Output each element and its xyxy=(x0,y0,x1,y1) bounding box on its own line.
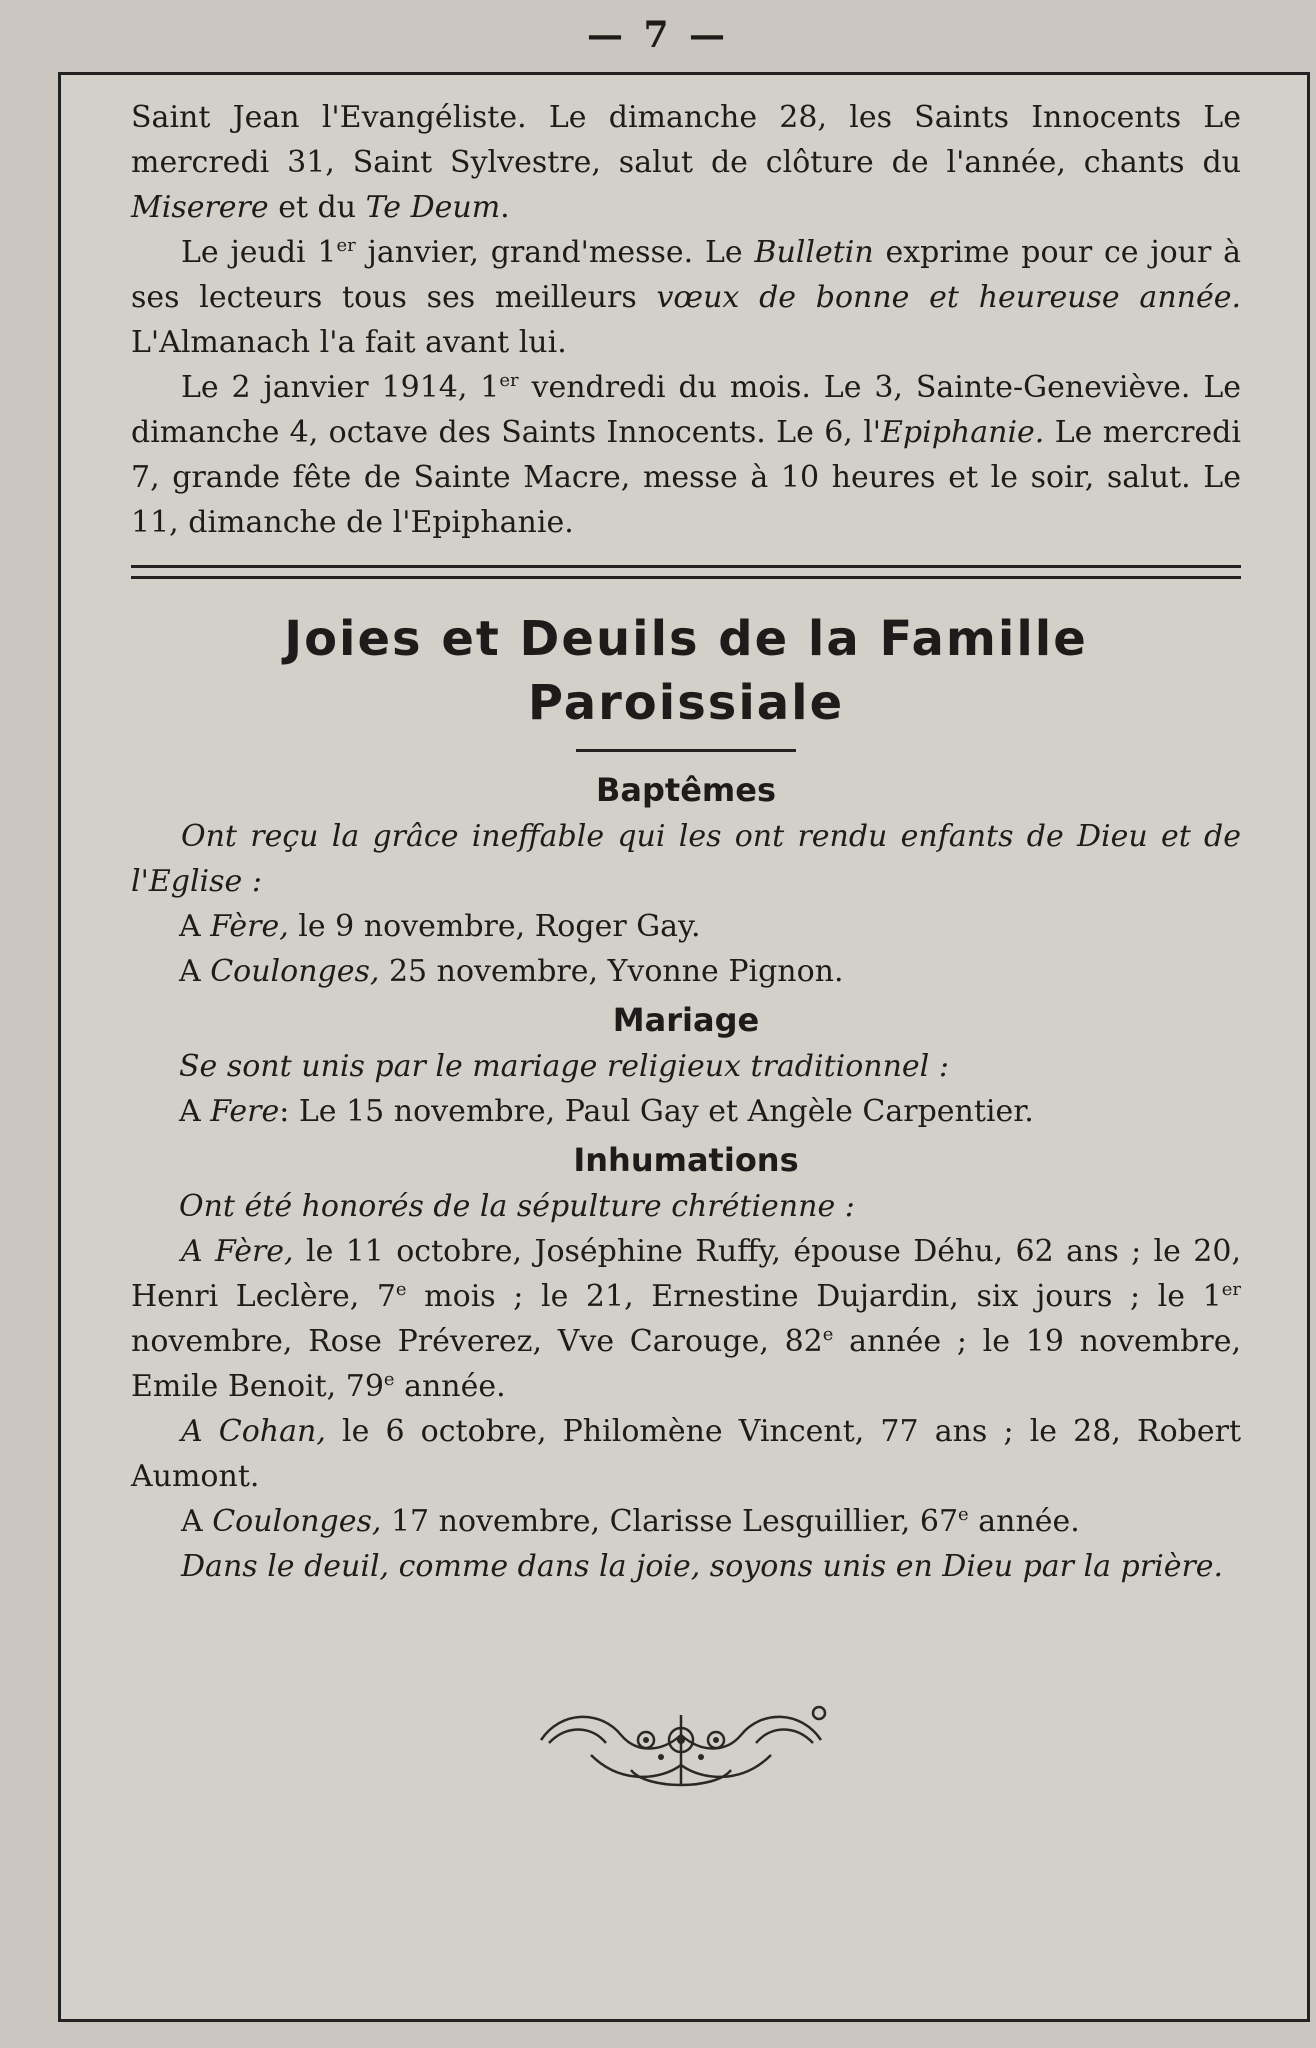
inhumations-heading: Inhumations xyxy=(573,1141,799,1179)
intro-paragraph-1: Saint Jean l'Evangéliste. Le dimanche 28, les Saints Innocents Le mercredi 31, Saint Sylvestre, salut de clôture de l'année, chants du Miserere et du Te Deum. xyxy=(131,100,1241,225)
double-rule-divider xyxy=(131,565,1241,579)
baptemes-intro: Ont reçu la grâce ineffable qui les ont rendu enfants de Dieu et de l'Eglise : xyxy=(131,819,1241,899)
floral-vignette-icon xyxy=(531,1695,831,1795)
heading-underline xyxy=(576,749,796,752)
inhumation-entry-2: A Cohan, le 6 octobre, Philomène Vincent, 77 ans ; le 28, Robert Aumont. xyxy=(131,1414,1242,1494)
intro-paragraph-2: Le jeudi 1er janvier, grand'messe. Le Bulletin exprime pour ce jour à ses lecteurs tous ses meilleurs vœux de bonne et heureuse année. L'Almanach l'a fait avant lui. xyxy=(131,235,1242,360)
mariage-intro: Se sont unis par le mariage religieux traditionnel : xyxy=(179,1049,949,1084)
baptemes-heading: Baptêmes xyxy=(596,771,776,809)
page-content xyxy=(131,95,1241,1589)
page-frame xyxy=(58,72,1310,2022)
main-heading: Joies et Deuils de la Famille Paroissiale xyxy=(284,611,1088,731)
inhumation-entry-1: A Fère, le 11 octobre, Joséphine Ruffy, épouse Déhu, 62 ans ; le 20, Henri Leclère, 7e mois ; le 21, Ernestine Dujardin, six jours ; le 1er novembre, Rose Préverez, Vve Carouge, 82e année ; le 19 novembre, Emile Benoit, 79e année. xyxy=(131,1234,1241,1404)
bapteme-entry-1: A Fère, le 9 novembre, Roger Gay. xyxy=(179,909,701,944)
inhumations-intro: Ont été honorés de la sépulture chrétienne : xyxy=(179,1189,855,1224)
intro-paragraph-3: Le 2 janvier 1914, 1er vendredi du mois. Le 3, Sainte-Geneviève. Le dimanche 4, octave des Saints Innocents. Le 6, l'Epiphanie. Le mercredi 7, grande fête de Sainte Macre, messe à 10 heures et le soir, salut. Le 11, dimanche de l'Epiphanie. xyxy=(131,370,1241,540)
mariage-entry-1: A Fere: Le 15 novembre, Paul Gay et Angèle Carpentier. xyxy=(179,1094,1034,1129)
bapteme-entry-2: A Coulonges, 25 novembre, Yvonne Pignon. xyxy=(179,954,844,989)
inhumation-entry-3: A Coulonges, 17 novembre, Clarisse Lesguillier, 67e année. xyxy=(181,1504,1080,1539)
mariage-heading: Mariage xyxy=(612,1001,760,1039)
closing-prayer: Dans le deuil, comme dans la joie, soyons unis en Dieu par la prière. xyxy=(181,1549,1224,1584)
page-number: — 7 — xyxy=(586,14,730,56)
